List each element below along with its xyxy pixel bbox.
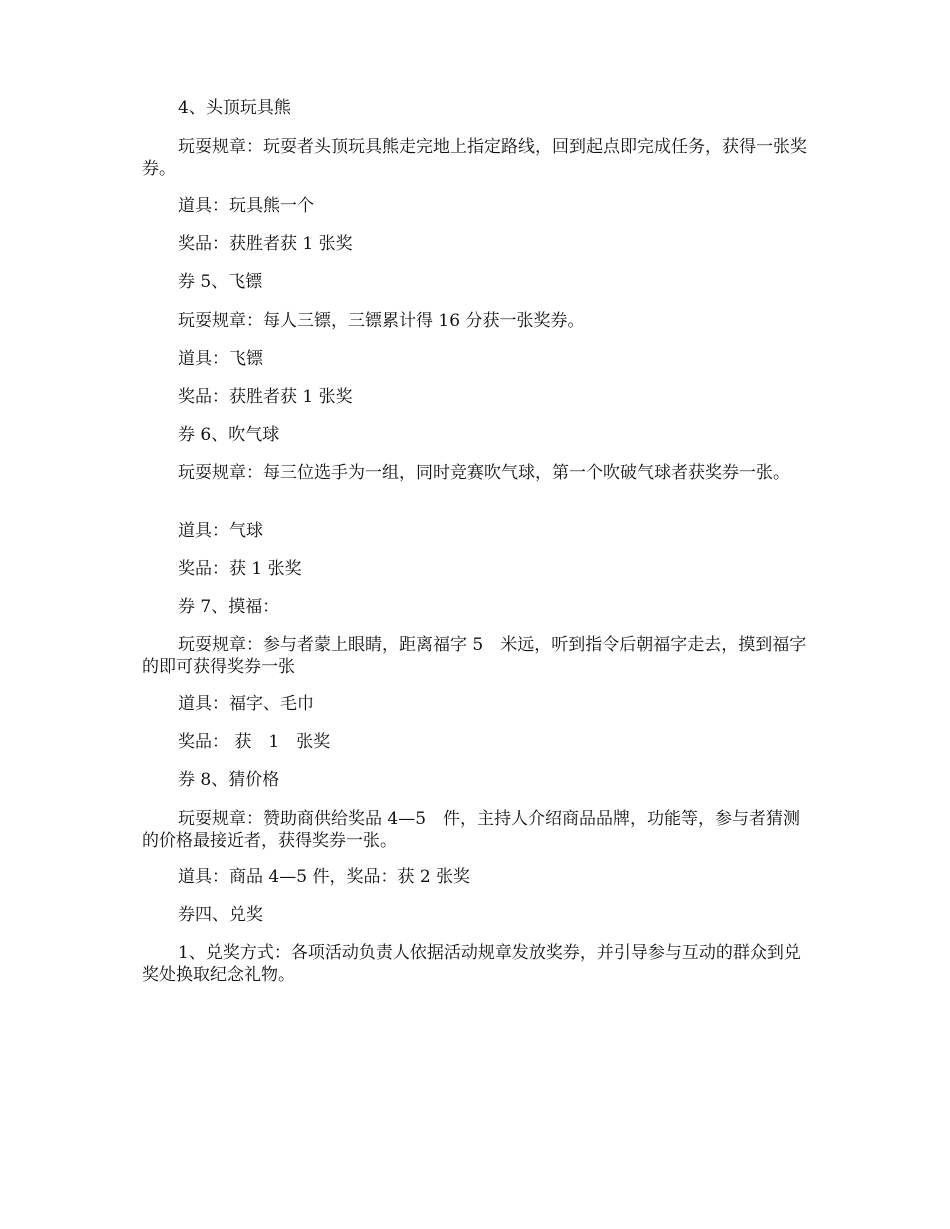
paragraph-14: [142, 634, 812, 678]
paragraph-19-text: 道具：商品 4—5 件，奖品：获 2 张奖: [178, 867, 471, 887]
paragraph-15-text: 道具：福字、毛巾: [178, 694, 314, 714]
paragraph-10-text: 玩耍规章：每三位选手为一组，同时竞赛吹气球，第一个吹破气球者获奖券一张。: [178, 463, 790, 483]
paragraph-7: [142, 348, 812, 370]
paragraph-16: [142, 731, 812, 753]
paragraph-12: [142, 558, 812, 580]
paragraph-17-text: 券 8、猜价格: [178, 770, 280, 790]
paragraph-9: [142, 424, 812, 446]
paragraph-10: [142, 462, 812, 484]
paragraph-11: [142, 520, 812, 542]
paragraph-8: [142, 386, 812, 408]
paragraph-5-text: 券 5、飞镖: [178, 272, 263, 292]
paragraph-20-text: 券四、兑奖: [178, 905, 263, 925]
paragraph-7-text: 道具：飞镖: [178, 349, 263, 369]
paragraph-13-text: 券 7、摸福：: [178, 597, 280, 617]
paragraph-4-text: 奖品：获胜者获 1 张奖: [178, 234, 353, 254]
paragraph-12-text: 奖品：获 1 张奖: [178, 559, 302, 579]
paragraph-14-text: 玩耍规章：参与者蒙上眼睛，距离福字 5 米远，听到指令后朝福字走去，摸到福字的即可获得奖券一张: [142, 635, 807, 677]
paragraph-1: [142, 97, 812, 119]
paragraph-3-text: 道具：玩具熊一个: [178, 196, 314, 216]
paragraph-16-text: 奖品： 获 1 张奖: [178, 732, 331, 752]
paragraph-2-text: 玩耍规章：玩耍者头顶玩具熊走完地上指定路线，回到起点即完成任务，获得一张奖券。: [142, 137, 807, 179]
paragraph-21-text: 1、兑奖方式：各项活动负责人依据活动规章发放奖券，并引导参与互动的群众到兑奖处换取纪念礼物。: [142, 943, 801, 985]
paragraph-11-text: 道具：气球: [178, 521, 263, 541]
paragraph-19: [142, 866, 812, 888]
paragraph-3: [142, 195, 812, 217]
paragraph-18: [142, 808, 812, 852]
paragraph-9-text: 券 6、吹气球: [178, 425, 280, 445]
paragraph-6: [142, 310, 812, 332]
paragraph-17: [142, 769, 812, 791]
paragraph-21: [142, 942, 812, 986]
paragraph-8-text: 奖品：获胜者获 1 张奖: [178, 387, 353, 407]
paragraph-18-text: 玩耍规章：赞助商供给奖品 4—5 件，主持人介绍商品品牌，功能等，参与者猜测的价格最接近者，获得奖券一张。: [142, 809, 801, 851]
paragraph-4: [142, 233, 812, 255]
paragraph-15: [142, 693, 812, 715]
paragraph-5: [142, 271, 812, 293]
paragraph-2: [142, 136, 812, 180]
paragraph-6-text: 玩耍规章：每人三镖，三镖累计得 16 分获一张奖券。: [178, 311, 585, 331]
paragraph-13: [142, 596, 812, 618]
paragraph-1-text: 4、头顶玩具熊: [178, 98, 291, 118]
paragraph-20: [142, 904, 812, 926]
